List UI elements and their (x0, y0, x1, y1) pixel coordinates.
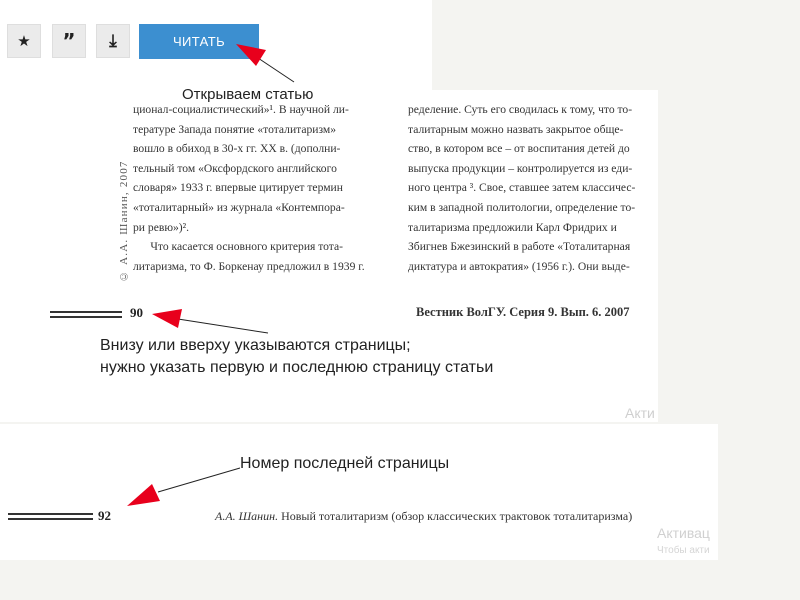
text-line: ционал-социалистический»¹. В научной ли- (133, 103, 349, 116)
read-button-label: ЧИТАТЬ (172, 34, 226, 49)
text-line: талитарным можно назвать закрытое обще- (408, 122, 624, 136)
activation-watermark-1: Акти (625, 405, 655, 421)
text-line: «тоталитарный» из журнала «Контемпора- (133, 200, 345, 214)
download-icon: ⤓ (109, 31, 117, 51)
activation-watermark-2: Активац (657, 525, 710, 541)
red-arrow-icon (127, 468, 240, 506)
running-title: Новый тоталитаризм (обзор классических трактовок тоталитаризма) (281, 509, 633, 523)
text-line: тельный том «Оксфордского английского (133, 161, 337, 175)
red-arrow-icon (236, 44, 294, 82)
journal-footer: Вестник ВолГУ. Серия 9. Вып. 6. 2007 (416, 305, 630, 319)
running-author: А.А. Шанин. (215, 509, 279, 523)
text-line: диктатура и автократия» (1956 г.). Они выде- (408, 259, 630, 273)
text-line: выпуска продукции – контролируется из еди- (408, 161, 633, 175)
text-line: тературе Запада понятие «тоталитаризм» (133, 122, 337, 136)
text-line: ри ревю»)². (133, 220, 190, 234)
text-line: Збигнев Бжезинский в работе «Тоталитарная (408, 240, 631, 254)
text-line: талитаризма предложили Карл Фридрих и (408, 220, 617, 234)
pages-annotation-line-2: нужно указать первую и последнюю страницу статьи (100, 359, 494, 376)
text-line: Что касается основного критерия тота- (133, 240, 344, 254)
activation-watermark-sub: Чтобы акти (657, 545, 710, 556)
text-line: ного центра ³. Свое, ставшее затем классичес- (408, 181, 636, 195)
text-line: вошло в обиход в 30-х гг. XX в. (дополни- (133, 142, 341, 156)
text-line: литаризма, то Ф. Боркенау предложил в 1939 г. (133, 259, 365, 273)
red-arrow-icon (152, 309, 268, 333)
text-line: ким в западной политологии, определение то- (408, 200, 636, 214)
star-icon: ★ (17, 32, 31, 50)
copyright-credit: © А.А. Шанин, 2007 (118, 160, 130, 282)
last-page-number: 92 (98, 508, 111, 523)
first-page-number: 90 (130, 305, 143, 320)
open-article-annotation: Открываем статью (182, 86, 314, 103)
pages-annotation-line-1: Внизу или вверху указываются страницы; (100, 337, 411, 354)
text-line: ство, в котором все – от воспитания детей до (408, 142, 630, 156)
last-page-annotation: Номер последней страницы (240, 455, 450, 472)
quote-icon: ” (62, 29, 76, 53)
text-line: ределение. Суть его сводилась к тому, что то- (408, 103, 633, 116)
text-line: словаря» 1933 г. впервые цитирует термин (133, 181, 343, 195)
